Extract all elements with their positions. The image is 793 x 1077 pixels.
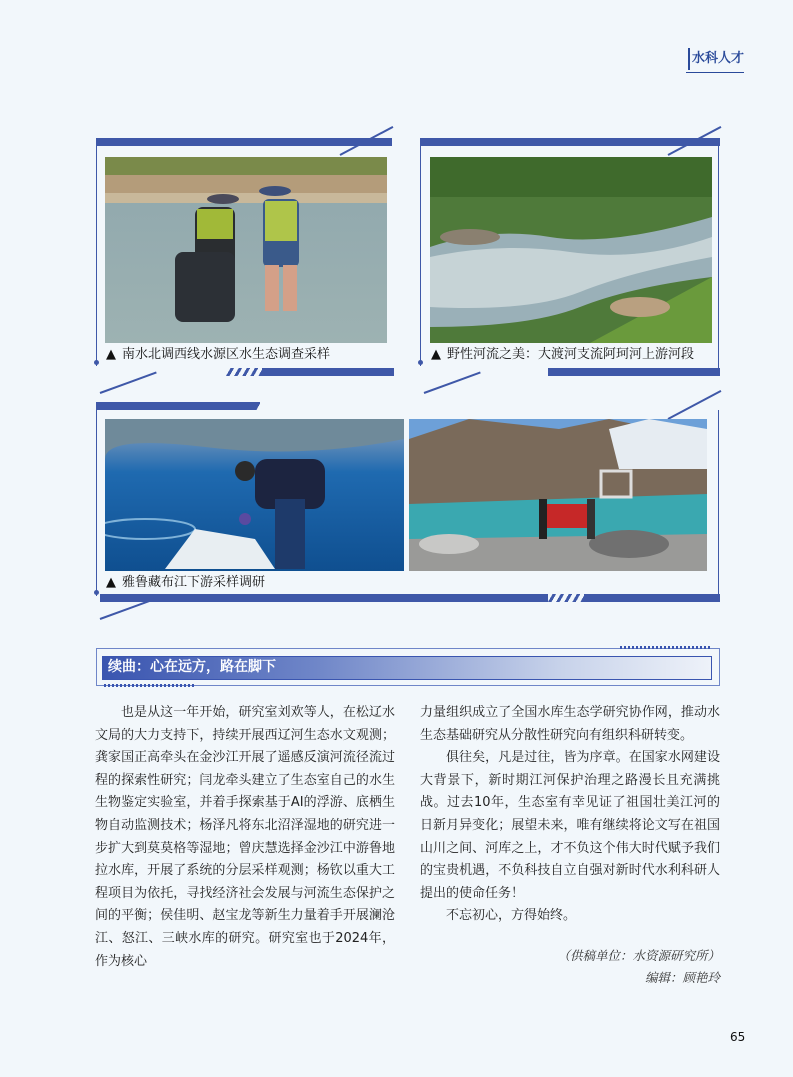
body-paragraph-3: 不忘初心，方得始终。: [446, 908, 577, 924]
figure-caption-1: ▲ 南水北调西线水源区水生态调查采样: [106, 347, 331, 362]
section-title: 续曲：心在远方，路在脚下: [108, 659, 276, 675]
body-left-column: [95, 702, 395, 973]
body-right-column: [420, 702, 720, 928]
column-label: 水科人才: [688, 48, 746, 70]
photo-sampling-blue-river: [105, 419, 404, 571]
column-label-underline: [686, 72, 744, 73]
photo-field-sampling: [105, 157, 387, 343]
body-paragraph-1: 也是从这一年开始，研究室刘欢等人，在松辽水文局的大力支持下，持续开展西辽河生态水文观测；龚家国正高牵头在金沙江开展了遥感反演河流径流过程的探索性研究；闫龙牵头建立了生态室自己的水生生物鉴定实验室，并着手探索基于AI的浮游、底栖生物自动监测技术；杨泽凡将东北沼泽湿地的研究进一步扩大到莫莫格等湿地；曾庆慧选择金沙江中游鲁地拉水库，开展了系统的分层采样观测；杨钦以重大工程项目为依托，寻找经济社会发展与河流生态保护之间的平衡；侯佳明、赵宝龙等新生力量着手开展澜沧江、怒江、三峡水库的研究。研究室也于2024年，作为核心: [95, 705, 395, 969]
photo-team-flag: [409, 419, 707, 571]
figure-caption-2: ▲ 野性河流之美：大渡河支流阿珂河上游河段: [431, 347, 695, 362]
photo-wild-river: [430, 157, 712, 343]
editor-credit: 编辑：顾艳玲: [644, 970, 720, 985]
source-credit: （供稿单位：水资源研究所）: [557, 948, 720, 963]
body-paragraph-1-cont: 力量组织成立了全国水库生态学研究协作网，推动水生态基础研究从分散性研究向有组织科研转变。: [420, 705, 720, 743]
page-number: 65: [730, 1030, 746, 1044]
section-header-dashes-bottom: [104, 684, 194, 687]
section-header-dashes-top: [620, 646, 710, 649]
body-paragraph-2: 俱往矣，凡是过往，皆为序章。在国家水网建设大背景下，新时期江河保护治理之路漫长且充满挑战。过去10年，生态室有幸见证了祖国壮美江河的日新月异变化；展望未来，唯有继续将论文写在祖国山川之间、河库之上，才不负这个伟大时代赋予我们的宝贵机遇，不负科技自立自强对新时代水利科研人提出的使命任务！: [420, 750, 720, 901]
figure-caption-3: ▲ 雅鲁藏布江下游采样调研: [106, 575, 266, 590]
